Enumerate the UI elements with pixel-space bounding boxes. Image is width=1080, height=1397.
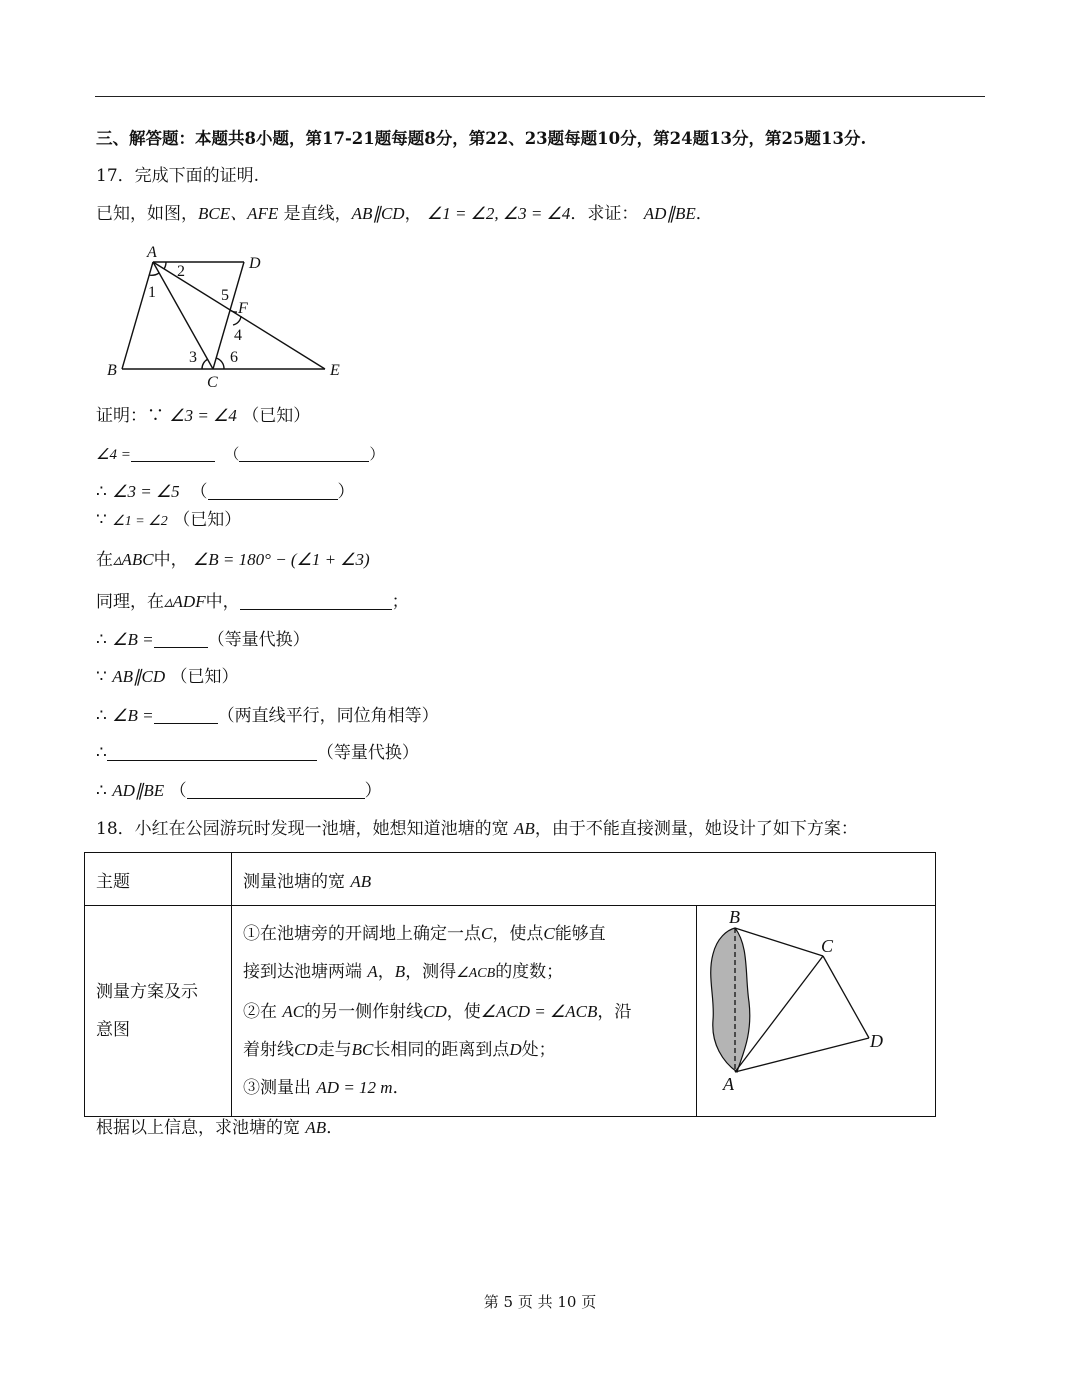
cell-scheme-figure [697,906,936,1117]
s4-5: D [509,1040,522,1059]
proof-1-b: ∠3 = ∠4 [169,406,237,425]
proof-10-b: （等量代换） [316,743,419,763]
pond-label-a: A [723,1074,734,1094]
segment-ab [122,262,153,369]
label-b: B [107,362,117,379]
s5-1: AD = 12 m [316,1078,393,1097]
s2-3: B [394,962,406,981]
angle-arc-2 [164,262,166,269]
s3-2: 的另一侧作射线 [304,1002,424,1022]
segment-ad [735,1038,869,1072]
s3-1: AC [282,1002,305,1021]
pond-label-d: D [870,1031,883,1051]
proof-line-11 [96,780,382,802]
proof-line-9 [96,705,439,727]
proof-line-5 [96,549,370,571]
s4-3: BC [351,1040,374,1059]
proof-6-b: ▵ADF [164,592,206,611]
proof-2-c: ） [369,445,385,463]
proof-11-d: ） [364,781,382,801]
angle-arc-3 [202,359,208,369]
segment-cd [823,956,869,1038]
label-e: E [330,362,340,379]
pond-figure [697,906,933,1111]
step-line-5 [243,1069,696,1107]
proof-7-blank[interactable] [154,629,208,648]
q18-intro [96,818,858,840]
plan-row-scheme [85,906,936,1117]
proof-9-b: ∠B = [112,706,154,725]
s1-3: C [543,924,555,943]
proof-11-a: ∴ [96,781,113,801]
s1-0: ①在池塘旁的开阔地上确定一点 [243,924,481,944]
pond-label-c: C [821,936,834,956]
given-parallel: AB∥CD [351,204,405,223]
q17-given [96,203,713,225]
s3-3: CD [423,1002,447,1021]
q17-figure [100,240,360,390]
pond-shape [711,928,750,1072]
s2-5: ∠ACB [456,966,496,981]
proof-11-c: （ [169,781,187,801]
given-end: ． [695,204,713,224]
label-1: 1 [148,284,156,301]
q18-ask-b: AB [305,1118,327,1137]
proof-2-blank-2[interactable] [239,443,369,462]
proof-7-b: ∠B = [112,630,154,649]
segment-bc [735,928,823,956]
q18-intro-c: ，由于不能直接测量，她设计了如下方案： [534,819,858,839]
topic-text: 测量池塘的宽 [243,871,351,892]
s1-1: C [481,924,493,943]
scheme-label-1: 测量方案及示 [96,982,198,1002]
label-a: A [147,244,157,261]
proof-6-d: ； [391,592,409,612]
given-prove-label: ．求证： [570,204,639,224]
label-2: 2 [177,263,185,280]
label-4: 4 [234,327,242,344]
proof-line-2 [96,443,384,466]
page-footer: 第 5 页 共 10 页 [483,1293,597,1311]
q18-intro-a: 18．小红在公园游玩时发现一池塘，她想知道池塘的宽 [96,819,515,839]
pond-label-b: B [729,907,740,927]
s5-2: ． [392,1078,410,1098]
proof-line-3 [96,481,355,503]
s2-4: ，测得 [405,962,457,982]
s2-2: ， [377,962,395,982]
angle-arc-4 [233,316,241,325]
label-5: 5 [221,287,229,304]
label-f: F [238,300,248,317]
proof-2-a: ∠4 = [96,447,131,463]
s4-1: CD [294,1040,318,1059]
proof-3-d: ） [337,482,355,502]
step-line-2 [243,953,696,993]
cell-topic-label: 主题 [85,853,232,906]
proof-line-6 [96,591,409,613]
proof-11-b: AD∥BE [112,781,165,800]
proof-10-a: ∴ [96,743,107,763]
given-mid: 是直线， [278,204,352,224]
angle-arc-6 [216,358,224,369]
proof-8-a: ∵ [96,667,113,687]
s3-4: ，使 [446,1002,481,1022]
angle-arc-5 [230,310,237,312]
proof-11-blank[interactable] [187,780,365,799]
proof-3-b: ∠3 = ∠5 [112,482,180,501]
proof-line-8 [96,666,239,688]
given-prove: AD∥BE [643,204,696,223]
top-rule [95,96,985,97]
cell-scheme-label [85,906,232,1117]
s1-4: 能够直 [554,924,606,944]
proof-9-blank[interactable] [154,705,218,724]
cell-topic-value [232,853,936,906]
proof-7-c: （等量代换） [207,630,310,650]
scheme-label-2: 意图 [96,1020,130,1040]
s2-0: 接到达池塘两端 [243,962,368,982]
step-line-4 [243,1031,696,1069]
s2-1: A [367,962,378,981]
proof-5-d: ∠B = 180° − (∠1 + ∠3) [193,550,370,569]
proof-6-c: 中， [205,592,240,612]
proof-1-a: 证明：∵ [96,406,170,426]
given-prefix: 已知，如图， [96,204,198,224]
proof-2-b: （ [224,445,240,463]
q18-ask [96,1117,343,1139]
s3-5: ∠ACD = ∠ACB [480,1002,598,1021]
proof-line-10 [96,742,419,764]
s4-4: 长相同的距离到点 [373,1040,510,1060]
q18-ask-c: ． [326,1118,344,1138]
proof-10-blank[interactable] [107,742,317,761]
cell-scheme-steps [232,906,697,1117]
q17-title: 17．完成下面的证明. [96,166,260,186]
q18-intro-b: AB [514,819,535,838]
s4-6: 处； [521,1040,556,1060]
proof-8-c: （已知） [170,667,239,687]
section-heading: 三、解答题：本题共8小题，第17-21题每题8分，第22、23题每题10分，第24题13分，第25题13分. [96,129,867,148]
topic-ab: AB [350,871,372,891]
proof-6-a: 同理，在 [96,592,164,612]
step-line-1 [243,915,696,953]
proof-line-4 [96,509,241,533]
proof-5-a: 在 [96,550,113,570]
s4-2: 走与 [317,1040,352,1060]
proof-4-a: ∵ [96,510,113,530]
given-sep: ， [404,204,422,224]
proof-8-b: AB∥CD [112,667,166,686]
proof-4-b: ∠1 = ∠2 [112,514,168,529]
proof-6-blank[interactable] [240,591,392,610]
s2-6: 的度数； [495,962,564,982]
s3-0: ②在 [243,1002,283,1022]
proof-3-blank[interactable] [208,481,338,500]
s5-0: ③测量出 [243,1078,317,1098]
proof-3-c: （ [190,482,208,502]
s3-6: ，沿 [597,1002,632,1022]
proof-4-c: （已知） [173,510,242,530]
s1-2: ，使点 [492,924,544,944]
given-angles: ∠1 = ∠2, ∠3 = ∠4 [426,204,571,223]
proof-9-c: （两直线平行，同位角相等） [217,706,439,726]
plan-table [84,852,936,1117]
proof-5-c: 中， [153,550,188,570]
proof-9-a: ∴ [96,706,113,726]
label-6: 6 [230,349,238,366]
given-lines: BCE、AFE [198,204,279,223]
proof-line-1 [96,405,310,427]
proof-5-b: ▵ABC [113,550,154,569]
s4-0: 着射线 [243,1040,294,1060]
step-line-3 [243,993,696,1031]
proof-7-a: ∴ [96,630,113,650]
plan-row-topic [85,853,936,906]
label-c: C [207,374,218,390]
q18-ask-a: 根据以上信息，求池塘的宽 [96,1118,306,1138]
proof-1-c: （已知） [242,406,311,426]
proof-3-a: ∴ [96,482,113,502]
proof-line-7 [96,629,310,651]
label-3: 3 [189,349,197,366]
proof-2-blank-1[interactable] [131,443,215,462]
angle-arc-1 [149,273,159,275]
label-d: D [249,255,261,272]
